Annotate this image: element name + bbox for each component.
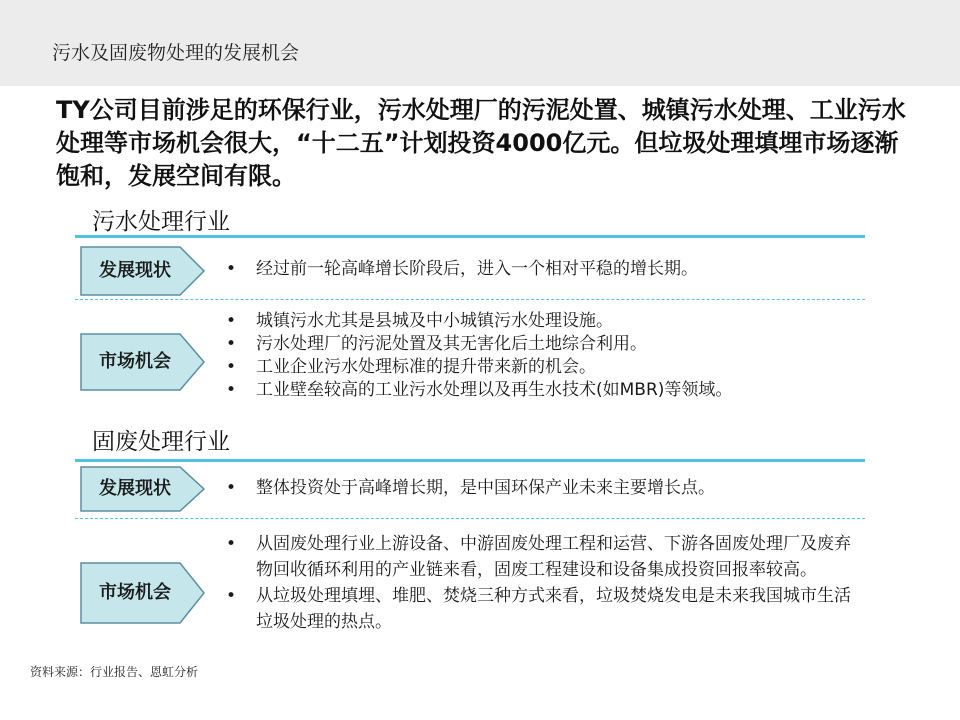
bullet-item: • 工业企业污水处理标准的提升带来新的机会。 <box>226 356 866 379</box>
bullet-list <box>226 531 856 635</box>
chevron-label-opportunity <box>80 562 206 612</box>
section-title-wastewater: 污水处理行业 <box>92 209 230 235</box>
intro-paragraph: TY公司目前涉足的环保行业，污水处理厂的污泥处置、城镇污水处理、工业污水处理等市场机会很大，“十二五”计划投资4000亿元。但垃圾处理填埋市场逐渐饱和，发展空间有限。 <box>56 96 906 190</box>
bullet-item: • 经过前一轮高峰增长阶段后，进入一个相对平稳的增长期。 <box>226 258 866 281</box>
chevron-text: 市场机会 <box>99 351 171 372</box>
bullet-item: • 城镇污水尤其是县城及中小城镇污水处理设施。 <box>226 310 866 333</box>
dashed-divider <box>75 518 865 519</box>
bullet-item: • 工业壁垒较高的工业污水处理以及再生水技术(如MBR)等领域。 <box>226 379 866 402</box>
chevron-text: 发展现状 <box>99 260 171 281</box>
bullet-item: • 污水处理厂的污泥处置及其无害化后土地综合利用。 <box>226 333 866 356</box>
bullet-item: • 从固废处理行业上游设备、中游固废处理工程和运营、下游各固废处理厂及废弃物回收循环利用的产业链来看，固废工程建设和设备集成投资回报率较高。 <box>226 531 856 583</box>
section-title-solid-waste: 固废处理行业 <box>92 429 230 455</box>
section-divider <box>75 459 865 462</box>
page-title: 污水及固废物处理的发展机会 <box>52 42 300 64</box>
source-note: 资料来源：行业报告、恩虹分析 <box>30 665 199 679</box>
chevron-label-opportunity <box>80 333 206 383</box>
bullet-list <box>226 310 866 402</box>
section-divider <box>75 235 865 238</box>
chevron-text: 发展现状 <box>99 478 171 499</box>
dashed-divider <box>75 299 865 300</box>
chevron-label-status <box>80 466 206 516</box>
chevron-text: 市场机会 <box>99 582 171 603</box>
bullet-list <box>226 258 866 281</box>
bullet-list <box>226 477 866 500</box>
chevron-label-status <box>80 246 206 296</box>
bullet-item: • 整体投资处于高峰增长期，是中国环保产业未来主要增长点。 <box>226 477 866 500</box>
bullet-item: • 从垃圾处理填埋、堆肥、焚烧三种方式来看，垃圾焚烧发电是未来我国城市生活垃圾处理的热点。 <box>226 583 856 635</box>
